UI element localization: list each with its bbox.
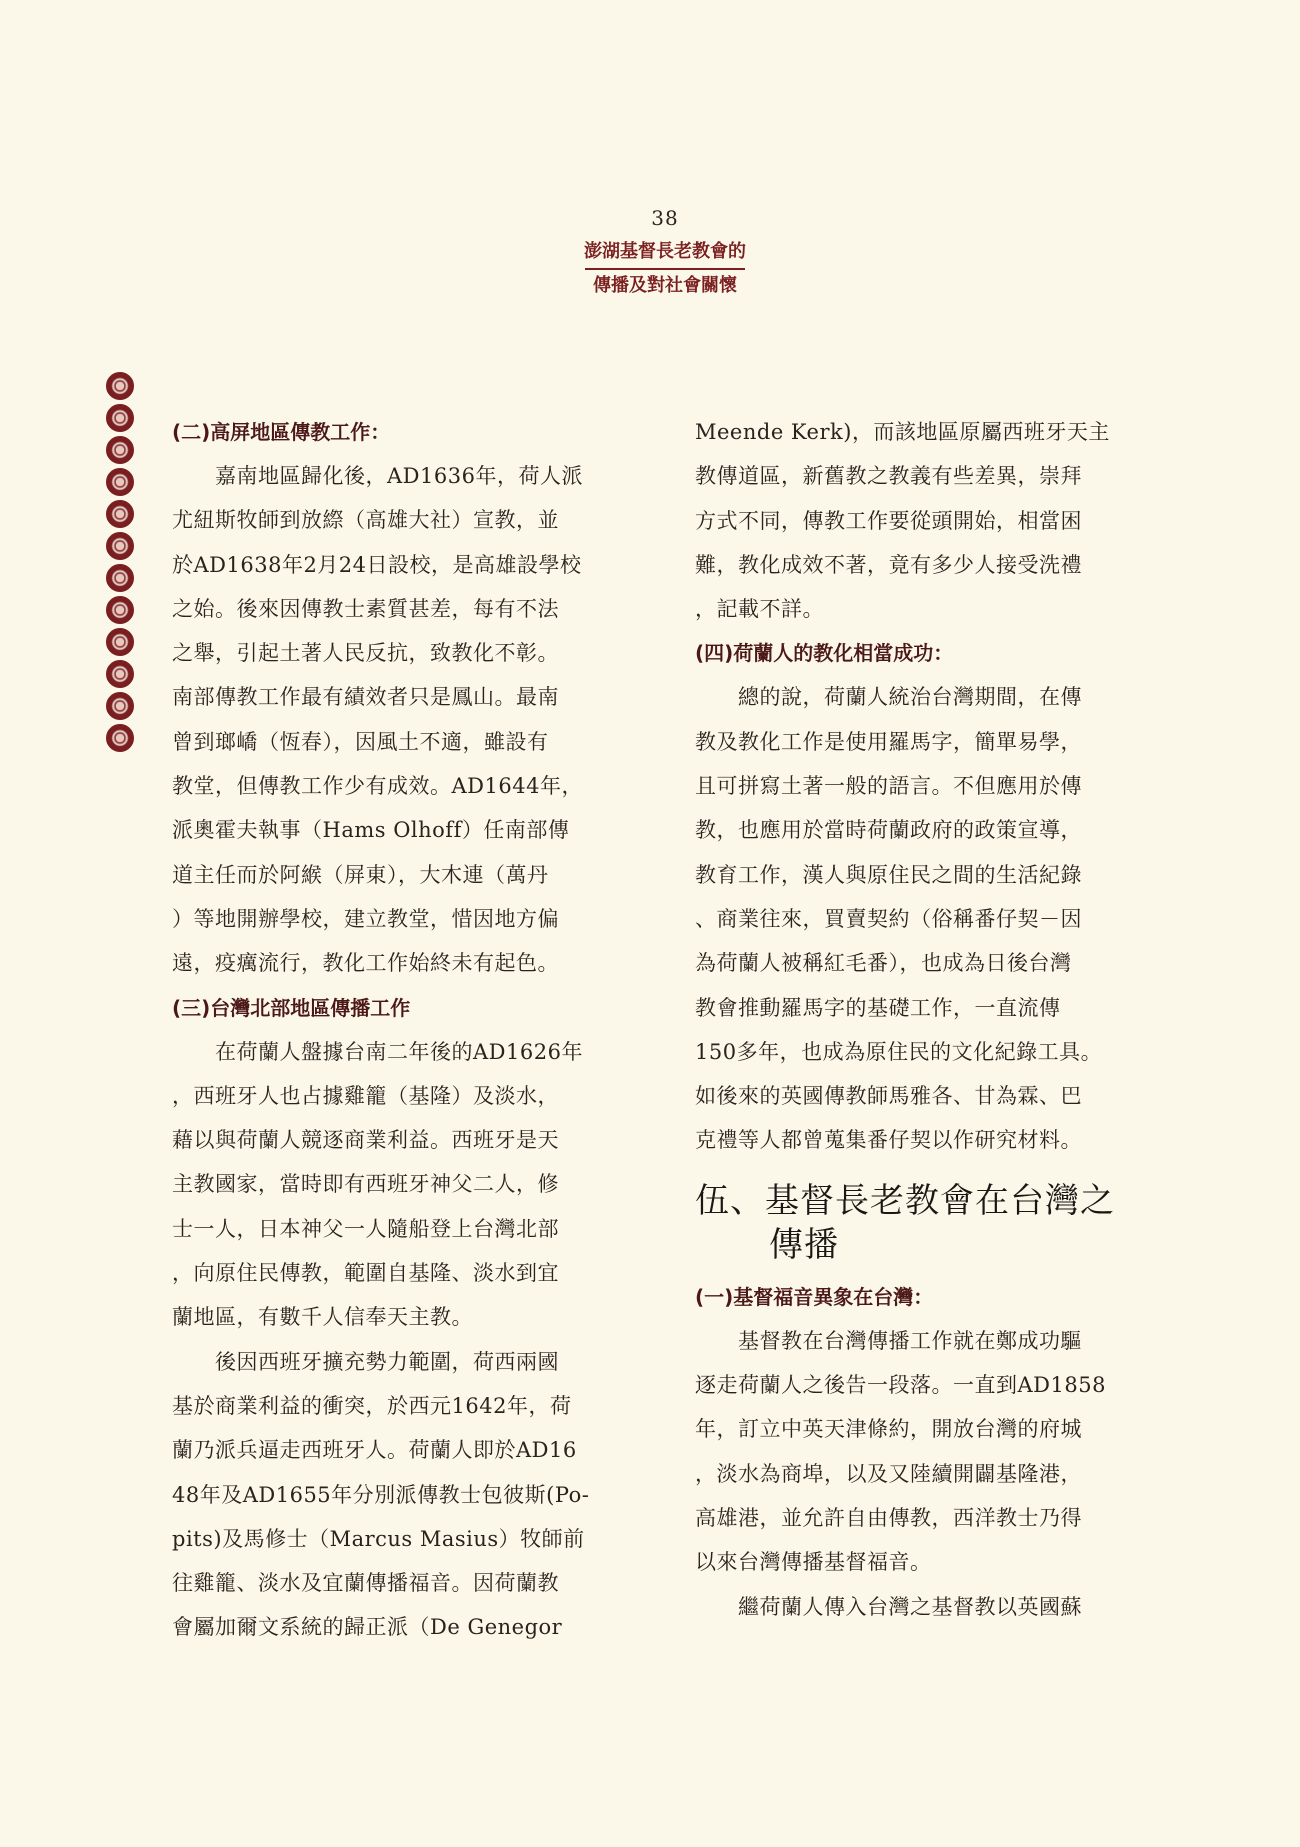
text-line: 南部傳教工作最有績效者只是鳳山。最南 (172, 685, 559, 710)
seal-ornament-icon (106, 564, 134, 592)
paragraph (695, 1319, 1140, 1585)
seal-ornament-icon (106, 436, 134, 464)
text-line: 為荷蘭人被稱紅毛番），也成為日後台灣 (695, 951, 1072, 976)
book-title-line1: 澎湖基督長老教會的 (584, 241, 746, 262)
text-line: 克禮等人都曾蒐集番仔契以作研究材料。 (695, 1128, 1082, 1153)
text-line: 逐走荷蘭人之後告一段落。一直到AD1858 (695, 1373, 1106, 1398)
text-line: 遠，疫癘流行，教化工作始終未有起色。 (172, 951, 559, 976)
left-column (172, 410, 612, 1650)
paragraph (172, 454, 612, 986)
text-line: 在荷蘭人盤據台南二年後的AD1626年 (172, 1039, 583, 1064)
text-line: 後因西班牙擴充勢力範圍，荷西兩國 (172, 1349, 559, 1374)
text-line: 曾到瑯嶠（恆春），因風土不適，雖設有 (172, 729, 549, 754)
text-line: 基於商業利益的衝突，於西元1642年，荷 (172, 1393, 572, 1418)
paragraph (695, 675, 1140, 1162)
text-line: ，向原住民傳教，範圍自基隆、淡水到宜 (172, 1261, 559, 1286)
text-line: 如後來的英國傳教師馬雅各、甘為霖、巴 (695, 1084, 1082, 1109)
seal-ornament-icon (106, 724, 134, 752)
seal-ornament-icon (106, 372, 134, 400)
text-line: 派奧霍夫執事（Hams Olhoff）任南部傳 (172, 818, 570, 843)
text-line: 教堂，但傳教工作少有成效。AD1644年， (172, 774, 583, 799)
seal-ornament-icon (106, 500, 134, 528)
right-column (695, 410, 1140, 1629)
title-divider (585, 268, 745, 270)
decorative-seal-strip (103, 372, 137, 756)
text-line: 以來台灣傳播基督福音。 (695, 1550, 932, 1575)
page-number: 38 (651, 206, 679, 230)
subheading-kaoping: (二)高屏地區傳教工作： (172, 420, 391, 444)
text-line: 年，訂立中英天津條約，開放台灣的府城 (695, 1417, 1082, 1442)
text-line: 於AD1638年2月24日設校，是高雄設學校 (172, 552, 582, 577)
seal-ornament-icon (106, 628, 134, 656)
text-line: 教及教化工作是使用羅馬字，簡單易學， (695, 729, 1082, 754)
text-line: pits)及馬修士（Marcus Masius）牧師前 (172, 1526, 585, 1551)
text-line: 士一人，日本神父一人隨船登上台灣北部 (172, 1216, 559, 1241)
text-line: 150多年，也成為原住民的文化紀錄工具。 (695, 1039, 1103, 1064)
text-line: 之始。後來因傳教士素質甚差，每有不法 (172, 596, 559, 621)
text-line: 蘭乃派兵逼走西班牙人。荷蘭人即於AD16 (172, 1438, 577, 1463)
text-line: 藉以與荷蘭人競逐商業利益。西班牙是天 (172, 1128, 559, 1153)
subheading-dutch-success: (四)荷蘭人的教化相當成功： (695, 641, 954, 666)
paragraph (695, 410, 1140, 631)
text-line: Meende Kerk)，而該地區原屬西班牙天主 (695, 420, 1110, 444)
text-line: ，淡水為商埠，以及又陸續開闢基隆港， (695, 1461, 1082, 1486)
paragraph (172, 1030, 612, 1340)
text-line: 高雄港，並允許自由傳教，西洋教士乃得 (695, 1505, 1082, 1530)
text-line: 繼荷蘭人傳入台灣之基督教以英國蘇 (695, 1594, 1082, 1619)
seal-ornament-icon (106, 596, 134, 624)
text-line: 方式不同，傳教工作要從頭開始，相當困 (695, 508, 1082, 533)
text-line: ）等地開辦學校，建立教堂，惜因地方偏 (172, 906, 559, 931)
book-title-line2: 傳播及對社會關懷 (593, 275, 737, 296)
section-title-line1: 伍、基督長老教會在台灣之 (695, 1180, 1115, 1221)
section-title (695, 1179, 1140, 1267)
text-line: ，西班牙人也占據雞籠（基隆）及淡水， (172, 1083, 559, 1108)
text-line: 會屬加爾文系統的歸正派（De Genegor (172, 1615, 563, 1640)
text-line: 主教國家，當時即有西班牙神父二人，修 (172, 1172, 559, 1197)
text-line: 嘉南地區歸化後，AD1636年，荷人派 (172, 464, 583, 488)
seal-ornament-icon (106, 468, 134, 496)
seal-ornament-icon (106, 532, 134, 560)
text-line: 、商業往來，買賣契約（俗稱番仔契－因 (695, 906, 1082, 931)
text-line: 之舉，引起土著人民反抗，致教化不彰。 (172, 641, 559, 666)
paragraph (695, 1585, 1140, 1629)
seal-ornament-icon (106, 692, 134, 720)
seal-ornament-icon (106, 404, 134, 432)
text-line: 基督教在台灣傳播工作就在鄭成功驅 (695, 1328, 1082, 1353)
subheading-north: (三)台灣北部地區傳播工作 (172, 995, 411, 1020)
text-line: 且可拼寫土著一般的語言。不但應用於傳 (695, 774, 1082, 799)
seal-ornament-icon (106, 660, 134, 688)
text-line: 教傳道區，新舊教之教義有些差異，崇拜 (695, 464, 1082, 489)
text-line: 難，教化成效不著，竟有多少人接受洗禮 (695, 552, 1082, 577)
text-line: 蘭地區，有數千人信奉天主教。 (172, 1305, 473, 1330)
text-line: 教會推動羅馬字的基礎工作，一直流傳 (695, 995, 1061, 1020)
paragraph (172, 1340, 612, 1650)
text-line: 往雞籠、淡水及宜蘭傳播福音。因荷蘭教 (172, 1571, 559, 1596)
page-header (540, 206, 790, 300)
text-line: 48年及AD1655年分別派傳教士包彼斯(Po- (172, 1482, 590, 1507)
text-line: ，記載不詳。 (695, 597, 824, 622)
subheading-gospel-vision: (一)基督福音異象在台灣： (695, 1284, 934, 1309)
text-line: 道主任而於阿緱（屏東），大木連（萬丹 (172, 862, 549, 887)
text-line: 教，也應用於當時荷蘭政府的政策宣導， (695, 818, 1082, 843)
text-line: 總的說，荷蘭人統治台灣期間，在傳 (695, 685, 1082, 710)
text-line: 尤紐斯牧師到放縩（高雄大社）宣教，並 (172, 508, 559, 533)
text-line: 教育工作，漢人與原住民之間的生活紀錄 (695, 862, 1082, 887)
section-title-line2: 傳播 (769, 1224, 839, 1265)
